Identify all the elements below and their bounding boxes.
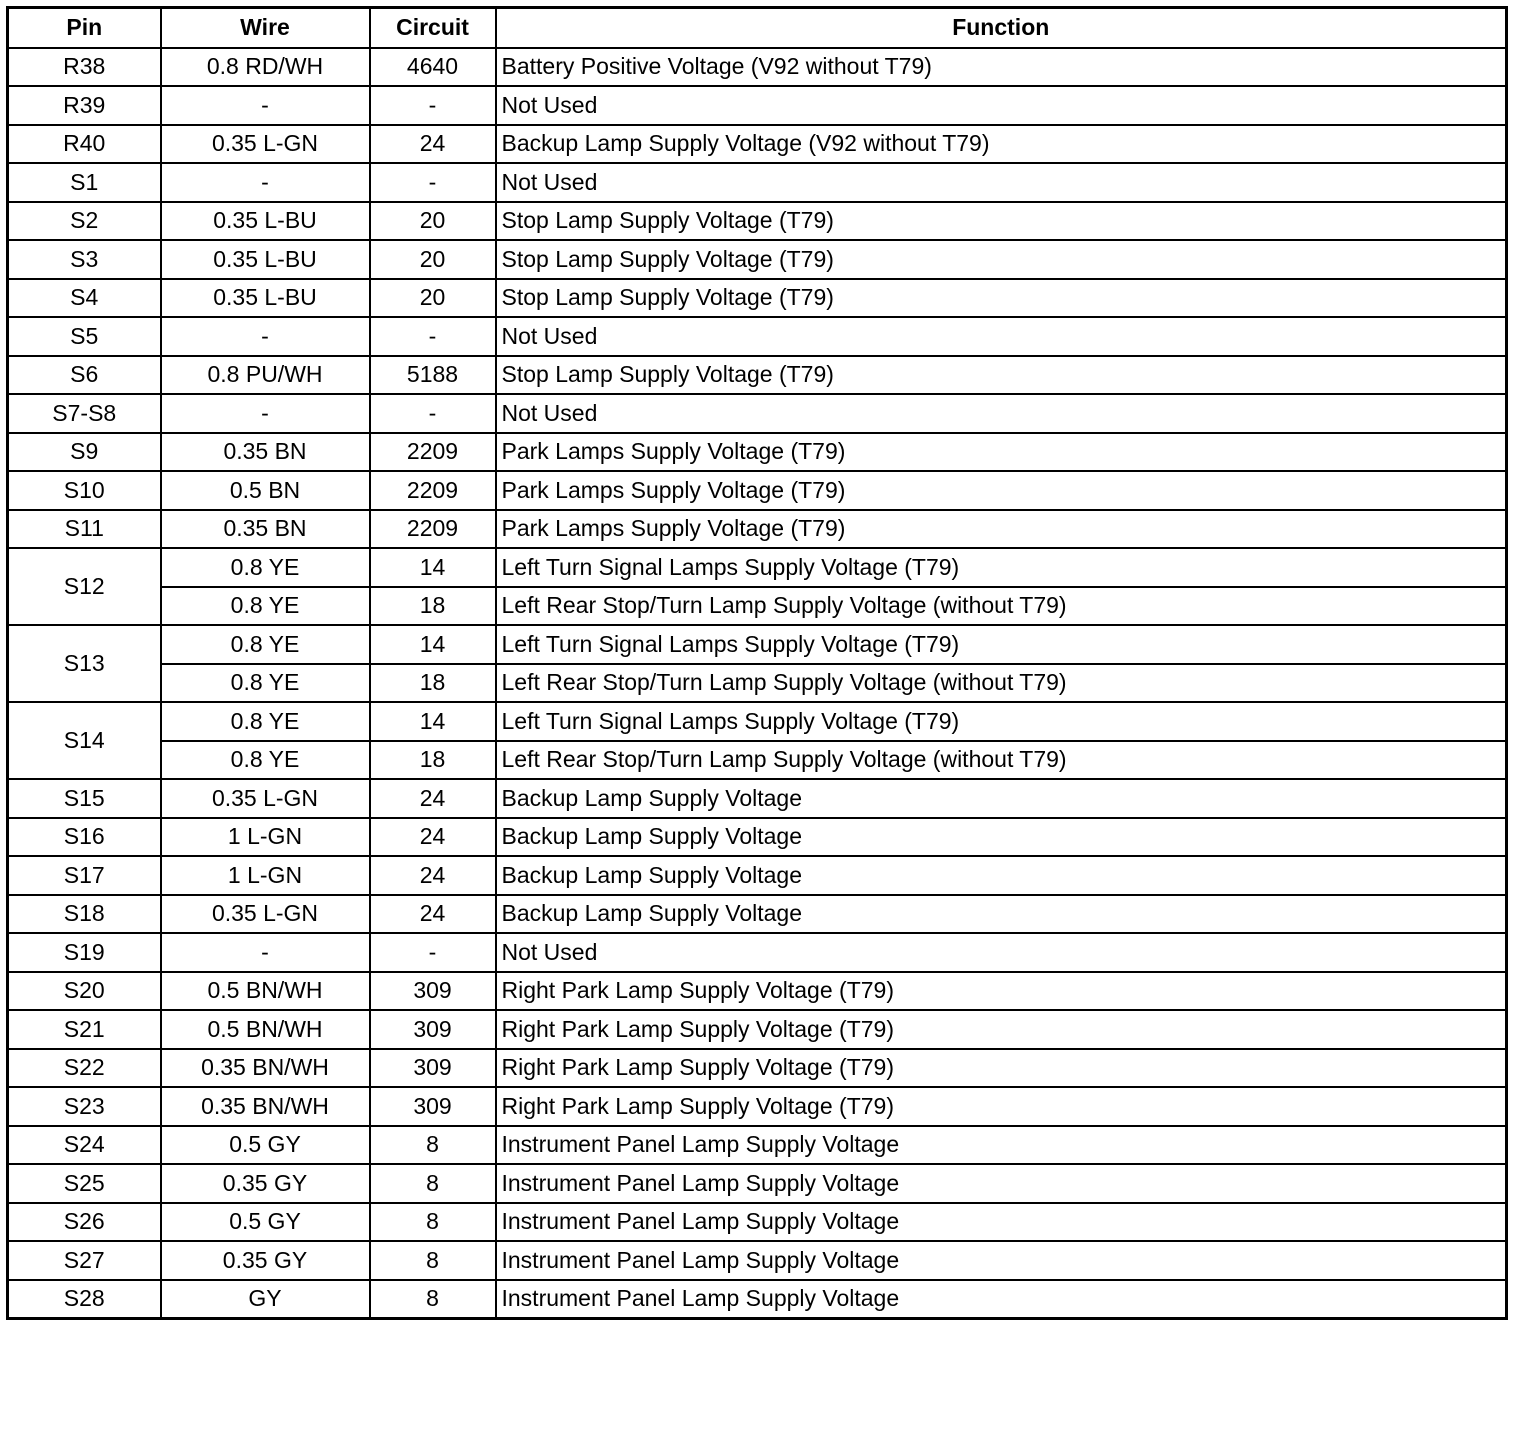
table-row bbox=[8, 1280, 1507, 1319]
circuit-cell: 14 bbox=[370, 548, 496, 587]
function-cell: Not Used bbox=[496, 317, 1507, 356]
wire-cell: - bbox=[161, 163, 370, 202]
circuit-cell: 24 bbox=[370, 818, 496, 857]
wire-cell: 0.35 L-BU bbox=[161, 202, 370, 241]
circuit-cell: 24 bbox=[370, 125, 496, 164]
pin-cell: S2 bbox=[8, 202, 161, 241]
function-cell: Left Turn Signal Lamps Supply Voltage (T79) bbox=[496, 625, 1507, 664]
function-cell: Not Used bbox=[496, 86, 1507, 125]
wire-cell: 0.8 YE bbox=[161, 548, 370, 587]
table-row bbox=[8, 279, 1507, 318]
table-row bbox=[8, 856, 1507, 895]
function-cell: Park Lamps Supply Voltage (T79) bbox=[496, 471, 1507, 510]
circuit-cell: - bbox=[370, 163, 496, 202]
wire-cell: 1 L-GN bbox=[161, 856, 370, 895]
pin-cell: S26 bbox=[8, 1203, 161, 1242]
function-cell: Park Lamps Supply Voltage (T79) bbox=[496, 433, 1507, 472]
table-row bbox=[8, 86, 1507, 125]
circuit-cell: 24 bbox=[370, 779, 496, 818]
wire-cell: 0.8 YE bbox=[161, 587, 370, 626]
wire-cell: - bbox=[161, 317, 370, 356]
wire-cell: 0.35 L-GN bbox=[161, 779, 370, 818]
function-cell: Instrument Panel Lamp Supply Voltage bbox=[496, 1280, 1507, 1319]
table-row bbox=[8, 1164, 1507, 1203]
table-row bbox=[8, 741, 1507, 780]
table-row bbox=[8, 625, 1507, 664]
function-cell: Backup Lamp Supply Voltage bbox=[496, 856, 1507, 895]
pin-cell: S3 bbox=[8, 240, 161, 279]
pin-cell: S16 bbox=[8, 818, 161, 857]
pin-cell: S21 bbox=[8, 1010, 161, 1049]
pin-cell: R38 bbox=[8, 48, 161, 87]
function-cell: Left Rear Stop/Turn Lamp Supply Voltage (without T79) bbox=[496, 664, 1507, 703]
pin-cell: S10 bbox=[8, 471, 161, 510]
circuit-cell: 18 bbox=[370, 741, 496, 780]
pin-cell: S19 bbox=[8, 933, 161, 972]
wire-cell: 0.5 GY bbox=[161, 1126, 370, 1165]
pin-cell: S12 bbox=[8, 548, 161, 625]
wire-cell: - bbox=[161, 933, 370, 972]
pin-cell: S27 bbox=[8, 1241, 161, 1280]
table-row bbox=[8, 202, 1507, 241]
wire-cell: 0.35 L-GN bbox=[161, 895, 370, 934]
function-cell: Instrument Panel Lamp Supply Voltage bbox=[496, 1164, 1507, 1203]
wire-cell: 0.35 L-BU bbox=[161, 240, 370, 279]
table-row bbox=[8, 818, 1507, 857]
table-row bbox=[8, 702, 1507, 741]
header-wire: Wire bbox=[161, 8, 370, 48]
function-cell: Backup Lamp Supply Voltage bbox=[496, 818, 1507, 857]
circuit-cell: 18 bbox=[370, 664, 496, 703]
table-row bbox=[8, 510, 1507, 549]
function-cell: Not Used bbox=[496, 933, 1507, 972]
header-pin: Pin bbox=[8, 8, 161, 48]
circuit-cell: 24 bbox=[370, 895, 496, 934]
circuit-cell: 8 bbox=[370, 1241, 496, 1280]
function-cell: Stop Lamp Supply Voltage (T79) bbox=[496, 279, 1507, 318]
function-cell: Right Park Lamp Supply Voltage (T79) bbox=[496, 1087, 1507, 1126]
function-cell: Battery Positive Voltage (V92 without T79) bbox=[496, 48, 1507, 87]
wire-cell: 0.35 BN/WH bbox=[161, 1049, 370, 1088]
pin-cell: S15 bbox=[8, 779, 161, 818]
table-row bbox=[8, 1087, 1507, 1126]
pin-cell: R39 bbox=[8, 86, 161, 125]
table-row bbox=[8, 1241, 1507, 1280]
pin-cell: S24 bbox=[8, 1126, 161, 1165]
wire-cell: 0.35 BN/WH bbox=[161, 1087, 370, 1126]
function-cell: Left Rear Stop/Turn Lamp Supply Voltage (without T79) bbox=[496, 587, 1507, 626]
pin-cell: S1 bbox=[8, 163, 161, 202]
circuit-cell: 8 bbox=[370, 1164, 496, 1203]
function-cell: Park Lamps Supply Voltage (T79) bbox=[496, 510, 1507, 549]
function-cell: Left Rear Stop/Turn Lamp Supply Voltage (without T79) bbox=[496, 741, 1507, 780]
pin-cell: S22 bbox=[8, 1049, 161, 1088]
wire-cell: 0.5 BN/WH bbox=[161, 972, 370, 1011]
pin-cell: S9 bbox=[8, 433, 161, 472]
function-cell: Backup Lamp Supply Voltage (V92 without T79) bbox=[496, 125, 1507, 164]
header-function: Function bbox=[496, 8, 1507, 48]
function-cell: Not Used bbox=[496, 163, 1507, 202]
connector-pinout-table bbox=[6, 6, 1508, 1320]
pin-cell: S18 bbox=[8, 895, 161, 934]
circuit-cell: 24 bbox=[370, 856, 496, 895]
pin-cell: S28 bbox=[8, 1280, 161, 1319]
circuit-cell: 309 bbox=[370, 1087, 496, 1126]
circuit-cell: 4640 bbox=[370, 48, 496, 87]
circuit-cell: 2209 bbox=[370, 433, 496, 472]
function-cell: Instrument Panel Lamp Supply Voltage bbox=[496, 1126, 1507, 1165]
function-cell: Right Park Lamp Supply Voltage (T79) bbox=[496, 1049, 1507, 1088]
circuit-cell: - bbox=[370, 86, 496, 125]
circuit-cell: 18 bbox=[370, 587, 496, 626]
wire-cell: 0.8 YE bbox=[161, 741, 370, 780]
pin-cell: S7-S8 bbox=[8, 394, 161, 433]
wire-cell: 0.35 GY bbox=[161, 1164, 370, 1203]
table-row bbox=[8, 394, 1507, 433]
table-row bbox=[8, 240, 1507, 279]
function-cell: Backup Lamp Supply Voltage bbox=[496, 779, 1507, 818]
table-header-row bbox=[8, 8, 1507, 48]
circuit-cell: 14 bbox=[370, 702, 496, 741]
circuit-cell: 309 bbox=[370, 972, 496, 1011]
table-row bbox=[8, 779, 1507, 818]
table-row bbox=[8, 1010, 1507, 1049]
table-row bbox=[8, 972, 1507, 1011]
pin-cell: R40 bbox=[8, 125, 161, 164]
table-row bbox=[8, 1049, 1507, 1088]
circuit-cell: 2209 bbox=[370, 510, 496, 549]
table-row bbox=[8, 163, 1507, 202]
wire-cell: 0.8 RD/WH bbox=[161, 48, 370, 87]
wire-cell: 1 L-GN bbox=[161, 818, 370, 857]
pin-cell: S5 bbox=[8, 317, 161, 356]
table-row bbox=[8, 933, 1507, 972]
pin-cell: S14 bbox=[8, 702, 161, 779]
circuit-cell: 20 bbox=[370, 202, 496, 241]
wire-cell: 0.8 YE bbox=[161, 664, 370, 703]
pin-cell: S13 bbox=[8, 625, 161, 702]
pin-cell: S23 bbox=[8, 1087, 161, 1126]
circuit-cell: 8 bbox=[370, 1126, 496, 1165]
table-row bbox=[8, 471, 1507, 510]
pin-cell: S17 bbox=[8, 856, 161, 895]
table-row bbox=[8, 356, 1507, 395]
circuit-cell: 309 bbox=[370, 1049, 496, 1088]
wire-cell: - bbox=[161, 394, 370, 433]
circuit-cell: 5188 bbox=[370, 356, 496, 395]
function-cell: Instrument Panel Lamp Supply Voltage bbox=[496, 1241, 1507, 1280]
function-cell: Stop Lamp Supply Voltage (T79) bbox=[496, 356, 1507, 395]
header-circuit: Circuit bbox=[370, 8, 496, 48]
table-row bbox=[8, 125, 1507, 164]
wire-cell: 0.5 GY bbox=[161, 1203, 370, 1242]
circuit-cell: - bbox=[370, 317, 496, 356]
wire-cell: GY bbox=[161, 1280, 370, 1319]
table-row bbox=[8, 1126, 1507, 1165]
circuit-cell: 2209 bbox=[370, 471, 496, 510]
table-body bbox=[8, 48, 1507, 1319]
table-row bbox=[8, 664, 1507, 703]
wire-cell: 0.35 L-GN bbox=[161, 125, 370, 164]
wire-cell: 0.5 BN bbox=[161, 471, 370, 510]
function-cell: Not Used bbox=[496, 394, 1507, 433]
function-cell: Left Turn Signal Lamps Supply Voltage (T79) bbox=[496, 548, 1507, 587]
circuit-cell: 309 bbox=[370, 1010, 496, 1049]
table-row bbox=[8, 1203, 1507, 1242]
wire-cell: 0.35 L-BU bbox=[161, 279, 370, 318]
function-cell: Instrument Panel Lamp Supply Voltage bbox=[496, 1203, 1507, 1242]
table-row bbox=[8, 433, 1507, 472]
circuit-cell: 20 bbox=[370, 279, 496, 318]
wire-cell: 0.35 BN bbox=[161, 433, 370, 472]
pin-cell: S25 bbox=[8, 1164, 161, 1203]
pin-cell: S20 bbox=[8, 972, 161, 1011]
circuit-cell: 20 bbox=[370, 240, 496, 279]
table-row bbox=[8, 587, 1507, 626]
circuit-cell: - bbox=[370, 933, 496, 972]
pin-cell: S4 bbox=[8, 279, 161, 318]
circuit-cell: 8 bbox=[370, 1280, 496, 1319]
pin-cell: S11 bbox=[8, 510, 161, 549]
function-cell: Right Park Lamp Supply Voltage (T79) bbox=[496, 972, 1507, 1011]
circuit-cell: - bbox=[370, 394, 496, 433]
wire-cell: 0.5 BN/WH bbox=[161, 1010, 370, 1049]
table-row bbox=[8, 48, 1507, 87]
wire-cell: - bbox=[161, 86, 370, 125]
function-cell: Backup Lamp Supply Voltage bbox=[496, 895, 1507, 934]
wire-cell: 0.8 PU/WH bbox=[161, 356, 370, 395]
wire-cell: 0.8 YE bbox=[161, 625, 370, 664]
wire-cell: 0.35 GY bbox=[161, 1241, 370, 1280]
wire-cell: 0.8 YE bbox=[161, 702, 370, 741]
function-cell: Left Turn Signal Lamps Supply Voltage (T79) bbox=[496, 702, 1507, 741]
pin-cell: S6 bbox=[8, 356, 161, 395]
circuit-cell: 8 bbox=[370, 1203, 496, 1242]
function-cell: Right Park Lamp Supply Voltage (T79) bbox=[496, 1010, 1507, 1049]
table-row bbox=[8, 548, 1507, 587]
table-row bbox=[8, 895, 1507, 934]
circuit-cell: 14 bbox=[370, 625, 496, 664]
function-cell: Stop Lamp Supply Voltage (T79) bbox=[496, 202, 1507, 241]
table-row bbox=[8, 317, 1507, 356]
wire-cell: 0.35 BN bbox=[161, 510, 370, 549]
function-cell: Stop Lamp Supply Voltage (T79) bbox=[496, 240, 1507, 279]
